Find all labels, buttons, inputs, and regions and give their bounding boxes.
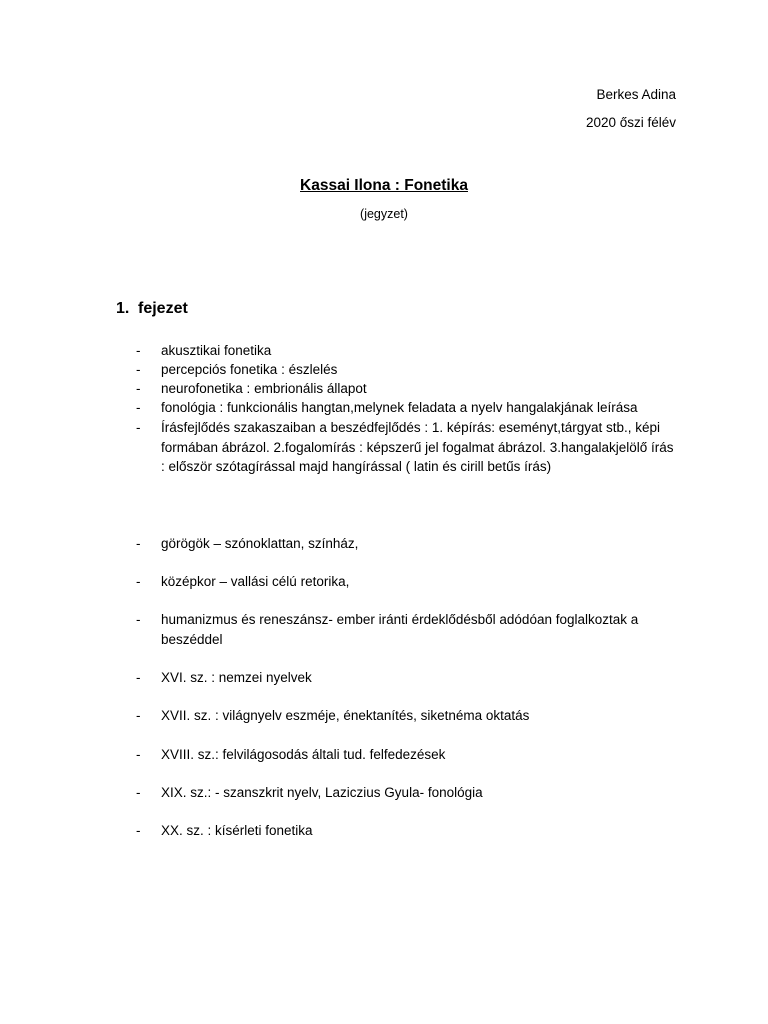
list-item bbox=[136, 398, 676, 418]
bullet-dash: - bbox=[136, 612, 141, 627]
bullet-dash: - bbox=[136, 670, 141, 685]
list-item bbox=[136, 572, 676, 592]
list-item bbox=[136, 610, 676, 649]
bullet-dash: - bbox=[136, 747, 141, 762]
list-item-text: XVIII. sz.: felvilágosodás általi tud. felfedezések bbox=[161, 747, 446, 762]
list-item bbox=[136, 341, 676, 361]
chapter-heading bbox=[116, 300, 188, 318]
bullet-dash: - bbox=[136, 785, 141, 800]
list-item bbox=[136, 379, 676, 399]
list-item-text: görögök – szónoklattan, színház, bbox=[161, 536, 359, 551]
list-item-text: fonológia : funkcionális hangtan,melynek feladata a nyelv hangalakjának leírása bbox=[161, 400, 638, 415]
list-item-text: XIX. sz.: - szanszkrit nyelv, Laziczius Gyula- fonológia bbox=[161, 785, 483, 800]
bullet-dash: - bbox=[136, 536, 141, 551]
bullet-dash: - bbox=[136, 574, 141, 589]
bullet-dash: - bbox=[136, 420, 141, 435]
list-item-text: percepciós fonetika : észlelés bbox=[161, 362, 338, 377]
chapter-number: 1. bbox=[116, 300, 130, 317]
bullet-dash: - bbox=[136, 823, 141, 838]
bullet-dash: - bbox=[136, 362, 141, 377]
bullet-dash: - bbox=[136, 381, 141, 396]
list-item-text: XX. sz. : kísérleti fonetika bbox=[161, 823, 313, 838]
document-title: Kassai Ilona : Fonetika bbox=[300, 177, 468, 194]
author-name: Berkes Adina bbox=[596, 87, 676, 102]
document-subtitle: (jegyzet) bbox=[360, 207, 408, 221]
list-item-text: neurofonetika : embrionális állapot bbox=[161, 381, 367, 396]
list-item-text: Írásfejlődés szakaszaiban a beszédfejlődés : 1. képírás: eseményt,tárgyat stb., képi formában ábrázol. 2.fogalomírás : képszerű jel fogalmat ábrázol. 3.hangalakjelölő írás : először szótagírással majd hangírással ( latin és cirill betűs írás) bbox=[161, 420, 674, 474]
list-item-text: XVI. sz. : nemzei nyelvek bbox=[161, 670, 312, 685]
list-item bbox=[136, 706, 676, 726]
list-item bbox=[136, 745, 676, 765]
semester-label: 2020 őszi félév bbox=[585, 115, 676, 130]
list-item bbox=[136, 534, 676, 554]
list-item bbox=[136, 418, 676, 477]
list-item bbox=[136, 821, 676, 841]
list-item bbox=[136, 360, 676, 380]
bullet-dash: - bbox=[136, 343, 141, 358]
bullet-dash: - bbox=[136, 400, 141, 415]
list-item-text: akusztikai fonetika bbox=[161, 343, 272, 358]
list-item bbox=[136, 783, 676, 803]
list-item-text: XVII. sz. : világnyelv eszméje, énektanítés, siketnéma oktatás bbox=[161, 708, 530, 723]
list-item bbox=[136, 668, 676, 688]
chapter-label: fejezet bbox=[138, 300, 188, 317]
list-item-text: középkor – vallási célú retorika, bbox=[161, 574, 350, 589]
list-item-text: humanizmus és reneszánsz- ember iránti érdeklődésből adódóan foglalkoztak a beszéddel bbox=[161, 612, 639, 647]
bullet-dash: - bbox=[136, 708, 141, 723]
